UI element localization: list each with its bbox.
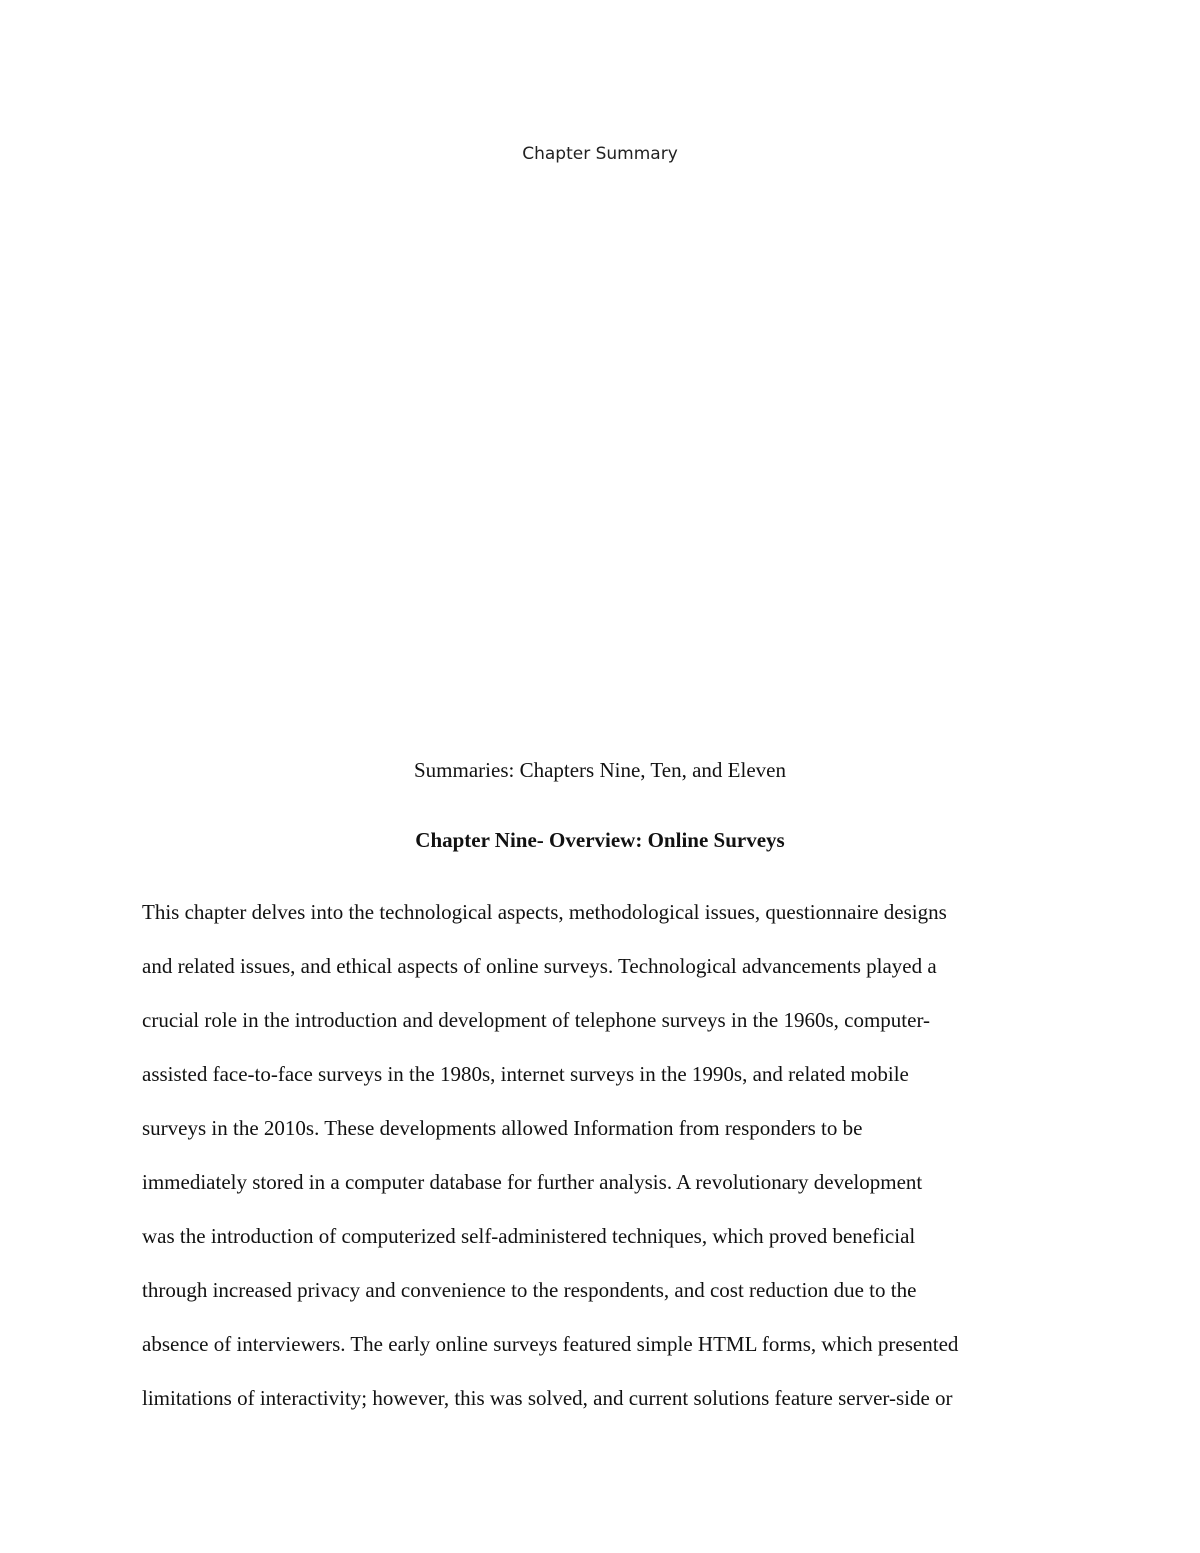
paragraph-line: crucial role in the introduction and development of telephone surveys in the 1960s, computer-: [142, 1008, 931, 1032]
running-head: Chapter Summary: [522, 144, 678, 164]
section-heading: Chapter Nine- Overview: Online Surveys: [415, 828, 785, 852]
paragraph-line: surveys in the 2010s. These developments allowed Information from responders to be: [142, 1116, 863, 1140]
document-title: Summaries: Chapters Nine, Ten, and Eleven: [414, 758, 786, 782]
paragraph-line: and related issues, and ethical aspects of online surveys. Technological advancements played a: [142, 954, 937, 978]
paragraph-line: was the introduction of computerized self-administered techniques, which proved beneficial: [142, 1224, 916, 1248]
paragraph-line: immediately stored in a computer database for further analysis. A revolutionary development: [142, 1170, 923, 1194]
paragraph-line: assisted face-to-face surveys in the 1980s, internet surveys in the 1990s, and related mobile: [142, 1062, 909, 1086]
paragraph-line: limitations of interactivity; however, this was solved, and current solutions feature server-side or: [142, 1386, 953, 1410]
paragraph-line: This chapter delves into the technological aspects, methodological issues, questionnaire designs: [142, 900, 947, 924]
body-paragraph: [142, 897, 1072, 1437]
paragraph-line: absence of interviewers. The early online surveys featured simple HTML forms, which presented: [142, 1332, 959, 1356]
paragraph-line: through increased privacy and convenience to the respondents, and cost reduction due to the: [142, 1278, 917, 1302]
